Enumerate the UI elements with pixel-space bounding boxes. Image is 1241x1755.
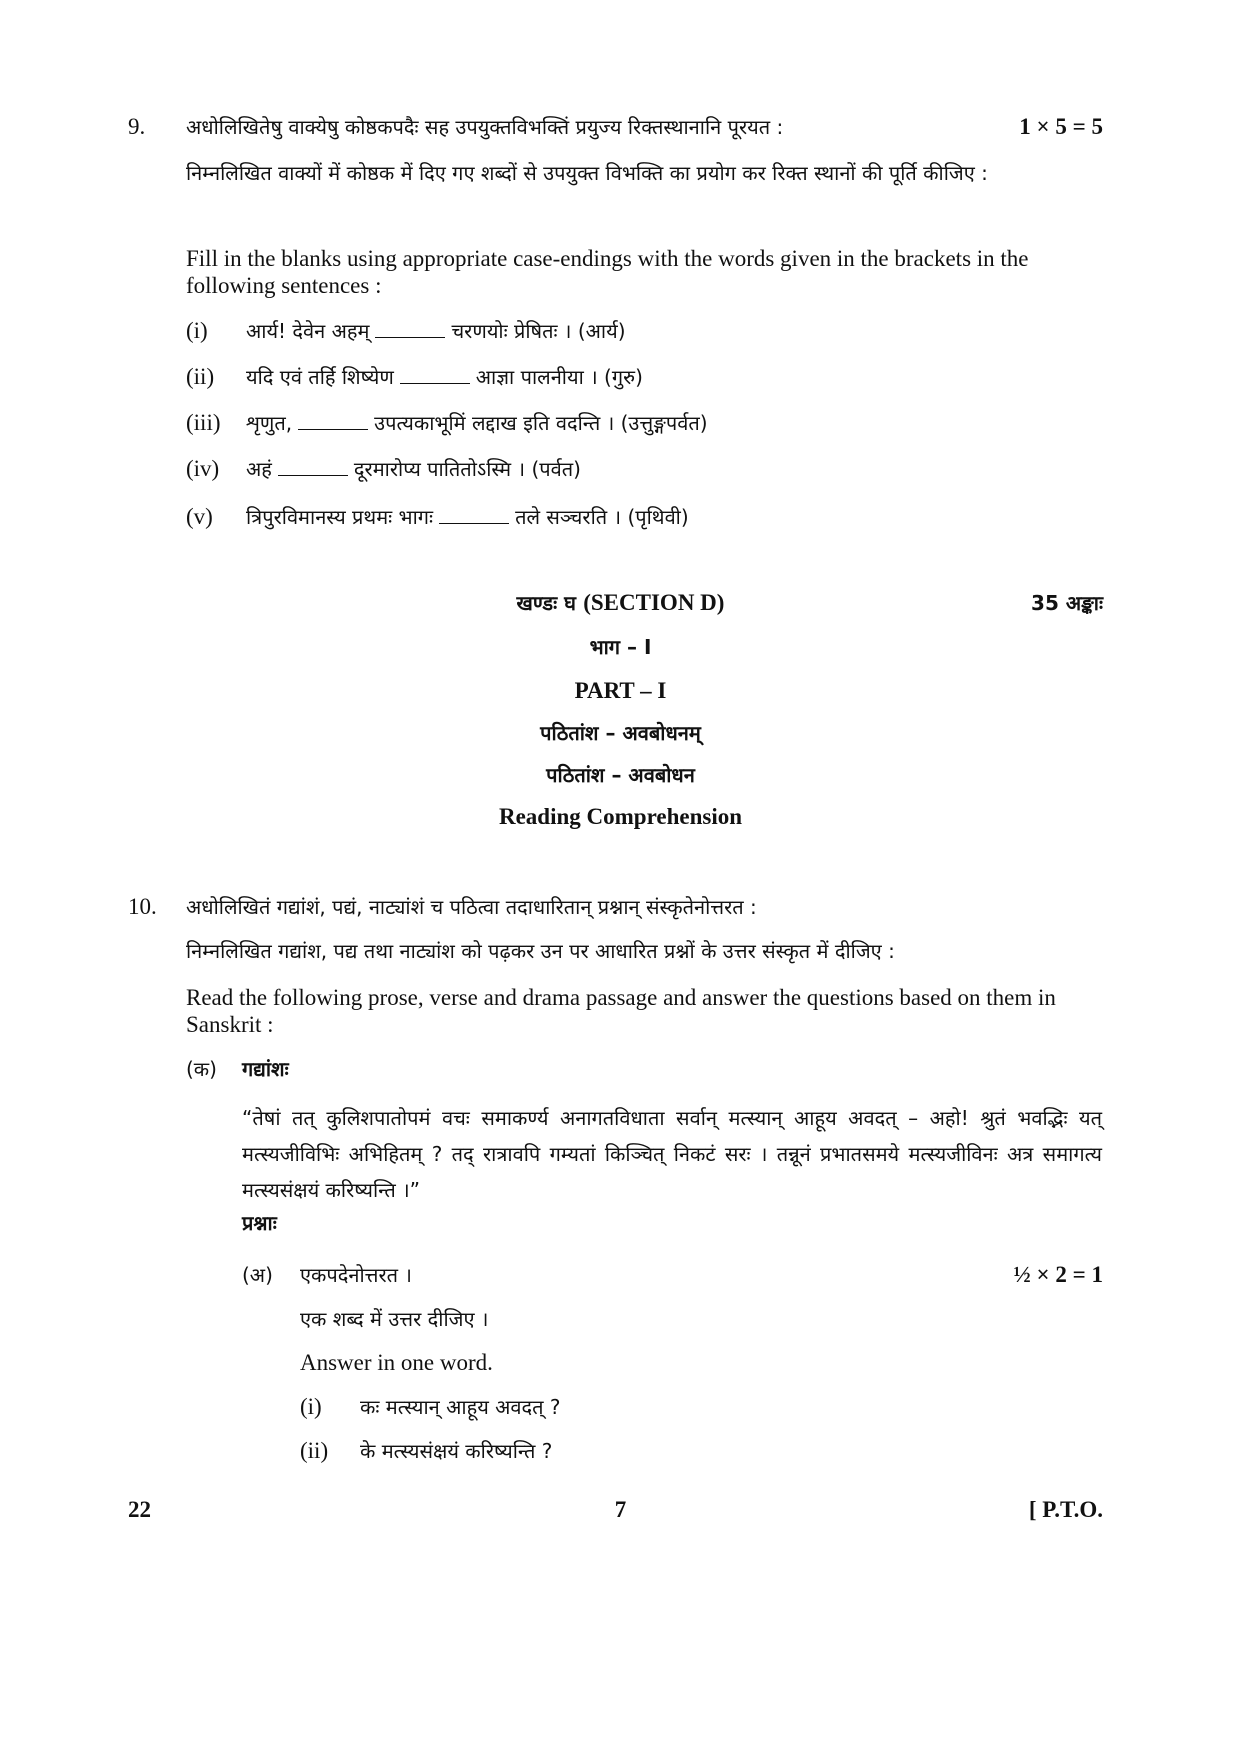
part-a-marks: ½ × 2 = 1 [1013,1262,1103,1287]
blank-line [400,382,470,384]
list-item [186,454,581,484]
blank-line [278,474,348,476]
list-item [186,502,689,532]
q10-instruction-sanskrit: अधोलिखितं गद्यांशं, पद्यं, नाट्यांशं च पठित्वा तदाधारितान् प्रश्नान् संस्कृतेनोत्तरत : [186,895,757,919]
section-marks-text: 35 अङ्काः [1031,591,1103,615]
q9-instruction-hindi: निम्नलिखित वाक्यों में कोष्ठक में दिए गए शब्दों से उपयुक्त विभक्ति का प्रयोग कर रिक्त स्थानों की पूर्ति कीजिए : [186,161,988,185]
list-item [186,408,708,438]
sentence-before: आर्य! देवेन अहम् [246,319,370,343]
list-item [186,362,643,392]
pto-label: [ P.T.O. [1028,1497,1103,1522]
part-a-instruction-english: Answer in one word. [300,1350,493,1375]
prose-passage: “तेषां तत् कुलिशपातोपमं वचः समाकर्ण्य अनागतविधाता सर्वान् मत्स्यान् आहूय अवदत् – अहो! श्रुतं भवद्भिः यत् मत्स्यजीविभिः अभिहितम् ? तद् रात्रावपि गम्यतां किञ्चित् निकटं सरः । तन्नूनं प्रभातसमये मत्स्यजीविनः अत्र समागत्य मत्स्यसंक्षयं करिष्यन्ति ।” [242,1106,1102,1202]
item-label: (iv) [186,456,220,481]
part-title-hindi: भाग – I [589,635,652,659]
part-a-instruction-sanskrit: एकपदेनोत्तरत । [300,1263,413,1287]
sentence-after: तले सञ्चरति । (पृथिवी) [515,505,689,529]
section-title-hindi: खण्डः घ [516,591,576,615]
blank-line [439,522,509,524]
sentence-after: उपत्यकाभूमिं लद्दाख इति वदन्ति । (उत्तुङ्गपर्वत) [374,411,708,435]
item-label: (i) [186,318,208,343]
part-a-header [242,1260,412,1290]
sentence-before: यदि एवं तर्हि शिष्येण [246,365,394,389]
paper-code: 22 [128,1497,151,1522]
sub-question-label: (क) [186,1057,217,1081]
questions-label: प्रश्नाः [242,1211,277,1235]
question-number: 9. [128,114,146,139]
sentence-after: आज्ञा पालनीया । (गुरु) [475,365,643,389]
question-number: 10. [128,894,157,919]
sentence-after: दूरमारोप्य पातितोऽस्मि । (पर्वत) [353,457,581,481]
item-label: (iii) [186,410,221,435]
part-a-instruction-hindi: एक शब्द में उत्तर दीजिए । [300,1307,489,1331]
sentence-before: शृणुत, [246,411,293,435]
section-marks [1031,588,1103,618]
list-item [300,1392,561,1422]
section-title-english: (SECTION D) [583,590,725,615]
list-item [186,316,626,346]
sub-question-title: गद्यांशः [242,1057,289,1081]
q10-instruction-english: Read the following prose, verse and drama passage and answer the questions based on them in Sanskrit : [186,985,1056,1037]
heading-hindi: पठितांश – अवबोधन [546,763,695,787]
part-title-english: PART – I [574,678,667,703]
blank-line [375,336,445,338]
q10-instruction-hindi: निम्नलिखित गद्यांश, पद्य तथा नाट्यांश को पढ़कर उन पर आधारित प्रश्नों के उत्तर संस्कृत में दीजिए : [186,939,895,963]
sentence-before: त्रिपुरविमानस्य प्रथमः भागः [246,505,434,529]
question-text: कः मत्स्यान् आहूय अवदत् ? [360,1395,561,1419]
question-text: के मत्स्यसंक्षयं करिष्यन्ति ? [360,1439,553,1463]
blank-line [298,428,368,430]
q9-marks: 1 × 5 = 5 [1019,114,1103,139]
heading-english: Reading Comprehension [498,804,743,829]
sub-question-header [186,1054,289,1084]
list-item [300,1436,552,1466]
page-number: 7 [614,1497,627,1522]
heading-sanskrit: पठितांश – अवबोधनम् [540,721,701,745]
q9-instruction-sanskrit: अधोलिखितेषु वाक्येषु कोष्ठकपदैः सह उपयुक्तविभक्तिं प्रयुज्य रिक्तस्थानानि पूरयत : [186,115,784,139]
sentence-before: अहं [246,457,272,481]
item-label: (ii) [300,1438,329,1463]
item-label: (v) [186,504,213,529]
sentence-after: चरणयोः प्रेषितः । (आर्य) [451,319,626,343]
q9-instruction-english: Fill in the blanks using appropriate case-endings with the words given in the brackets in the following sentences : [186,246,1029,298]
part-a-label: (अ) [242,1263,273,1287]
item-label: (ii) [186,364,215,389]
item-label: (i) [300,1394,322,1419]
